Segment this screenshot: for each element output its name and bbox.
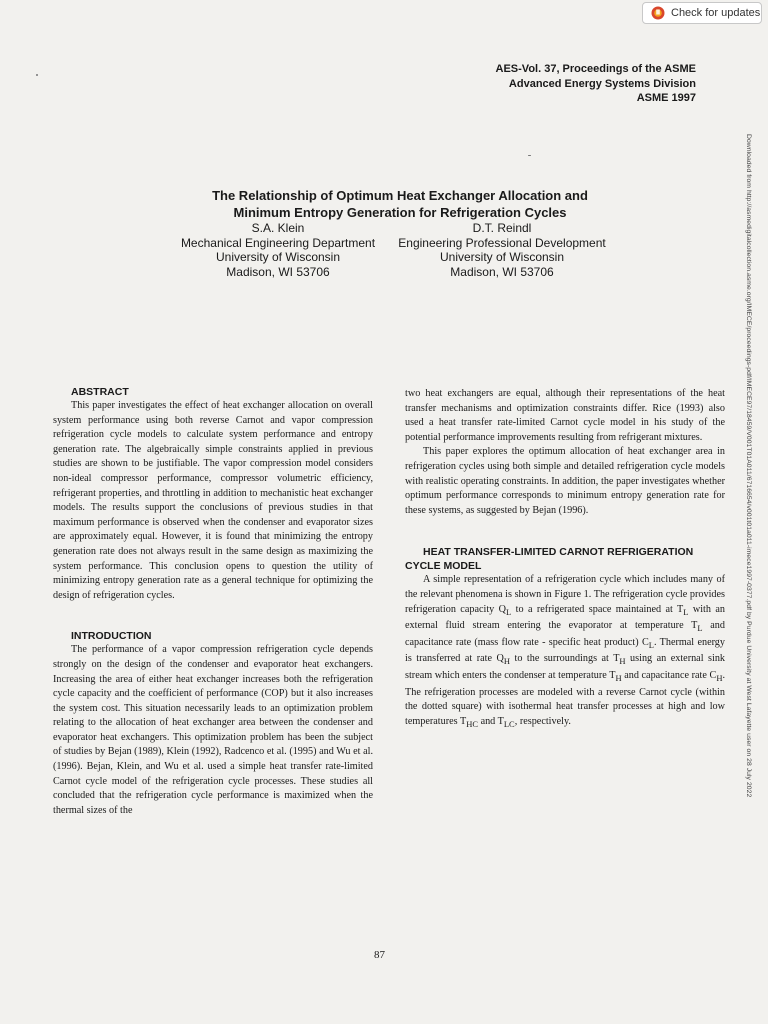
author-university: University of Wisconsin bbox=[215, 250, 341, 264]
carnot-paragraph: A simple representation of a refrigeration cycle which includes many of the relevant phenomena is shown in Figure 1. The refrigeration cycle provides refrigeration capacity $Q_L$ to a refrigerated space maintained at $T_L$ with an external fluid stream entering the evaporator at temperature $T_L$ and capacitance rate (mass flow rate - specific heat product) $C_L$. Thermal energy is transferred at rate $Q_H$ to the surroundings at $T_H$ using an external sink stream which enters the condenser at temperature $T_H$ and capacitance rate $C_H$. The refrigeration processes are modeled with a reverse Carnot cycle (within the dotted square) with isothermal heat transfer processes at high and low temperatures $T_{HC}$ and $T_{LC}$, respectively. bbox=[405, 574, 726, 729]
introduction-paragraph-continued: two heat exchangers are equal, although their representations of the heat transfer mechanisms and optimization constraints differ. Rice (1993) also used a heat transfer rate-limited Carnot cycle model in his study of the potential performance improvements resulting from refrigerant mixtures. bbox=[405, 388, 725, 443]
proceedings-volume: AES-Vol. 37, Proceedings of the ASME bbox=[495, 63, 696, 75]
author-department: Engineering Professional Development bbox=[398, 235, 606, 250]
paper-title-line1: The Relationship of Optimum Heat Exchanger Allocation and bbox=[212, 188, 588, 203]
carnot-heading-line1: HEAT TRANSFER-LIMITED CARNOT REFRIGERATION bbox=[423, 546, 694, 559]
author-block bbox=[392, 221, 612, 279]
paper-title bbox=[150, 187, 650, 221]
crossmark-icon bbox=[651, 6, 665, 20]
scan-speck bbox=[36, 74, 38, 76]
left-column bbox=[53, 385, 373, 818]
page-number: 87 bbox=[374, 949, 385, 961]
abstract-text: This paper investigates the effect of heat exchanger allocation on overall system performance using both reverse Carnot and vapor compression refrigeration cycle models to calculate system performance and entropy generation rate. The algebraically simple constraints applied in previous studies are shown to be justifiable. The vapor compression model considers non-ideal compressor performance, compressor volumetric efficiency, refrigerant properties, and throttling in addition to mechanistic heat exchanger models. The results support the conclusions of previous studies in that maximum performance is observed when the condenser and evaporator sizes are approximately equal. However, it is found that minimizing the entropy generation rate does not always result in the same design as maximizing the system performance. This conclusion opens to question the utility of minimizing entropy generation rate as a general technique for optimizing the design of refrigeration cycles. bbox=[53, 400, 373, 601]
scan-speck bbox=[528, 155, 531, 156]
carnot-heading-line2: CYCLE MODEL bbox=[405, 560, 482, 573]
author-name: S.A. Klein bbox=[251, 221, 305, 235]
check-for-updates-button[interactable] bbox=[642, 2, 762, 24]
abstract-heading: ABSTRACT bbox=[71, 386, 129, 398]
carnot-heading bbox=[405, 545, 725, 573]
author-city: Madison, WI 53706 bbox=[450, 264, 554, 279]
right-column bbox=[405, 387, 725, 731]
author-department: Mechanical Engineering Department bbox=[180, 235, 376, 250]
proceedings-header bbox=[496, 62, 696, 106]
author-block bbox=[172, 221, 384, 279]
introduction-heading: INTRODUCTION bbox=[71, 630, 152, 643]
paper-title-line2: Minimum Entropy Generation for Refrigeration Cycles bbox=[233, 205, 567, 220]
proceedings-year: ASME 1997 bbox=[636, 92, 696, 104]
author-university: University of Wisconsin bbox=[439, 250, 565, 264]
author-name: D.T. Reindl bbox=[472, 221, 532, 235]
introduction-paragraph: This paper explores the optimum allocation of heat exchanger area in refrigeration cycles using both simple and detailed refrigeration cycle models with realistic operating constraints. In addition, the paper investigates whether optimum performance corresponds to minimum entropy generation rate for these systems, as suggested by Bejan (1996). bbox=[405, 446, 725, 516]
introduction-paragraph: The performance of a vapor compression refrigeration cycle depends strongly on the design of the condenser and evaporator heat exchangers. Increasing the area of either heat exchanger increases both the refrigeration cycle capacity and the coefficient of performance (COP) but it also increases the system cost. This situation necessarily leads to an optimization problem relating to the allocation of heat exchanger area between the condenser and evaporator heat exchangers. This optimization problem has been the subject of studies by Bejan (1989), Klein (1992), Radcenco et al. (1995) and Wu et al. (1996). Bejan, Klein, and Wu et al. used a simple heat transfer rate-limited Carnot cycle model of the refrigeration cycle processes. These studies all concluded that the refrigeration cycle performance is maximized when the thermal sizes of the bbox=[53, 644, 373, 816]
check-for-updates-label: Check for updates bbox=[671, 7, 761, 19]
proceedings-division: Advanced Energy Systems Division bbox=[508, 77, 696, 90]
download-watermark: Downloaded from http://asmedigitalcollection.asme.org/IMECE/proceedings-pdf/IMECE97/18459/V001T01A011/6716654/v001t01a011-imece1997-0377.pdf by Purdue University at West Lafayette user on 28 July 2022 bbox=[745, 134, 752, 798]
author-city: Madison, WI 53706 bbox=[226, 264, 330, 279]
